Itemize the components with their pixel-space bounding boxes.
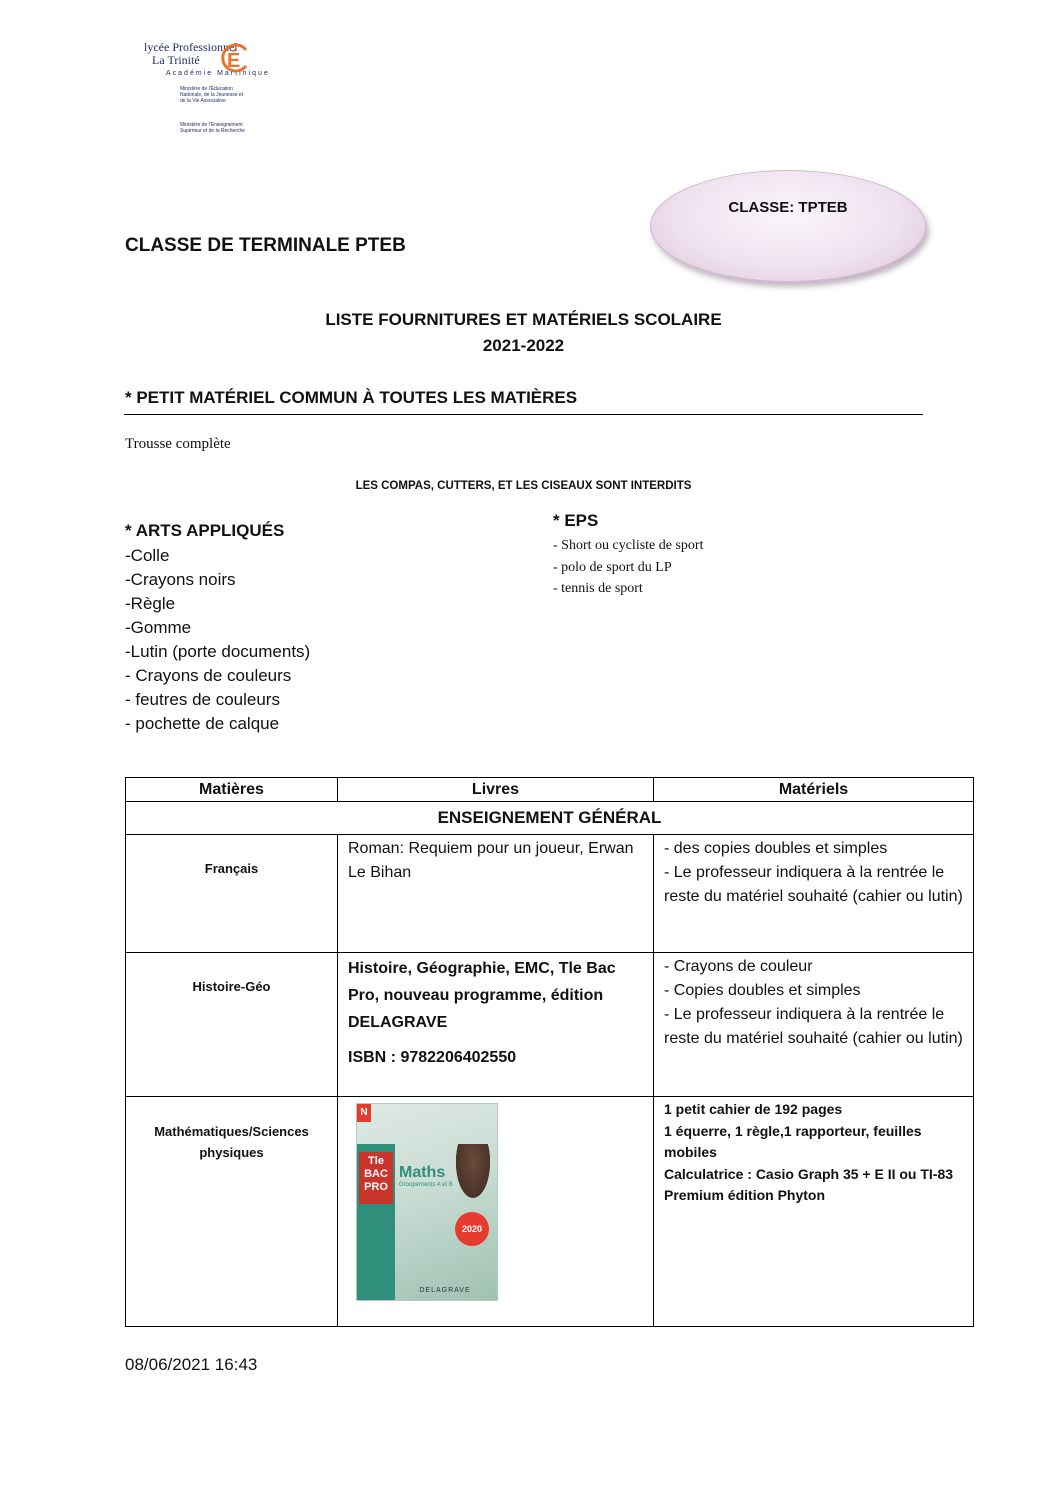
book-cell (338, 953, 654, 1097)
book-cover-image (356, 1103, 498, 1301)
cover-subtitle: Groupements A et B (399, 1182, 453, 1188)
document-title: LISTE FOURNITURES ET MATÉRIELS SCOLAIRE (325, 310, 722, 329)
list-item: -Gomme (125, 618, 192, 637)
list-item: - polo de sport du LP (553, 559, 672, 575)
arts-heading: * ARTS APPLIQUÉS (125, 521, 285, 540)
common-item: Trousse complète (125, 436, 231, 452)
logo-ministry-1: Ministère de l'Éducation Nationale, de la Jeunesse et de la Vie Associative (180, 86, 244, 104)
list-item: - Crayons de couleurs (125, 666, 292, 685)
book-cell: Roman: Requiem pour un joueur, Erwan Le Bihan (338, 835, 654, 953)
footer-date: 08/06/2021 16:43 (125, 1355, 258, 1374)
class-badge-label: CLASSE: TPTEB (728, 199, 848, 216)
materials-cell (654, 1097, 974, 1327)
cover-year-stamp: 2020 (455, 1212, 489, 1246)
material-item: 1 équerre, 1 règle,1 rapporteur, feuilles mobiles (664, 1122, 922, 1160)
book-isbn: ISBN : 9782206402550 (348, 1049, 517, 1066)
logo-line-3: Académie Martinique (166, 70, 270, 77)
logo-line-2: La Trinité (152, 53, 200, 67)
materials-cell (654, 953, 974, 1097)
logo-ministry-2: Ministère de l'Enseignement Supérieur et de la Recherche (180, 122, 246, 134)
common-heading: * PETIT MATÉRIEL COMMUN À TOUTES LES MATIÈRES (125, 388, 578, 407)
material-item: - Crayons de couleur (664, 958, 813, 975)
material-item: - des copies doubles et simples (664, 840, 888, 857)
subject-cell: Français (126, 835, 338, 953)
material-item: 1 petit cahier de 192 pages (664, 1101, 843, 1117)
table-row (126, 835, 974, 953)
list-item: -Règle (125, 594, 176, 613)
list-item: -Colle (125, 546, 170, 565)
eps-heading: * EPS (553, 511, 599, 530)
table-band-row (126, 802, 974, 835)
list-item: -Lutin (porte documents) (125, 642, 311, 661)
section-divider (124, 414, 923, 415)
document-year: 2021-2022 (482, 336, 565, 355)
cover-badge: N (357, 1104, 371, 1122)
subject-cell: Histoire-Géo (126, 953, 338, 1097)
cover-publisher: DELAGRAVE (419, 1287, 471, 1294)
forbidden-warning: LES COMPAS, CUTTERS, ET LES CISEAUX SONT INTERDITS (355, 480, 692, 492)
logo-line-1: lycée Professionnel (144, 40, 238, 54)
material-item: - Le professeur indiquera à la rentrée le reste du matériel souhaité (cahier ou lutin) (664, 1006, 963, 1047)
school-logo (140, 38, 270, 150)
table-row (126, 953, 974, 1097)
cover-photo (453, 1144, 493, 1204)
book-cell (338, 1097, 654, 1327)
list-item: - pochette de calque (125, 714, 280, 733)
logo-mark-letter: É (227, 50, 241, 72)
supplies-table (125, 777, 974, 1327)
general-education-band: ENSEIGNEMENT GÉNÉRAL (126, 802, 974, 835)
header-books: Livres (338, 778, 654, 802)
list-item: -Crayons noirs (125, 570, 236, 589)
class-badge (650, 170, 926, 282)
list-item: - tennis de sport (553, 581, 643, 596)
eps-list (553, 535, 703, 600)
header-materials: Matériels (654, 778, 974, 802)
table-header-row (126, 778, 974, 802)
header-subjects: Matières (126, 778, 338, 802)
cover-level-tag: Tle BAC PRO (359, 1152, 393, 1204)
material-item: - Le professeur indiquera à la rentrée le reste du matériel souhaité (cahier ou lutin) (664, 864, 963, 905)
table-row (126, 1097, 974, 1327)
class-title: CLASSE DE TERMINALE PTEB (125, 235, 406, 256)
materials-cell (654, 835, 974, 953)
book-title: Histoire, Géographie, EMC, Tle Bac Pro, nouveau programme, édition DELAGRAVE (348, 960, 616, 1031)
list-item: - Short ou cycliste de sport (553, 538, 704, 553)
arts-list (125, 544, 310, 736)
list-item: - feutres de couleurs (125, 690, 280, 709)
cover-title: Maths (399, 1164, 446, 1181)
material-item: Calculatrice : Casio Graph 35 + E II ou TI-83 Premium édition Phyton (664, 1165, 954, 1203)
logo-e-mark-icon (218, 42, 250, 74)
subject-cell: Mathématiques/Sciences physiques (126, 1097, 338, 1327)
material-item: - Copies doubles et simples (664, 982, 861, 999)
